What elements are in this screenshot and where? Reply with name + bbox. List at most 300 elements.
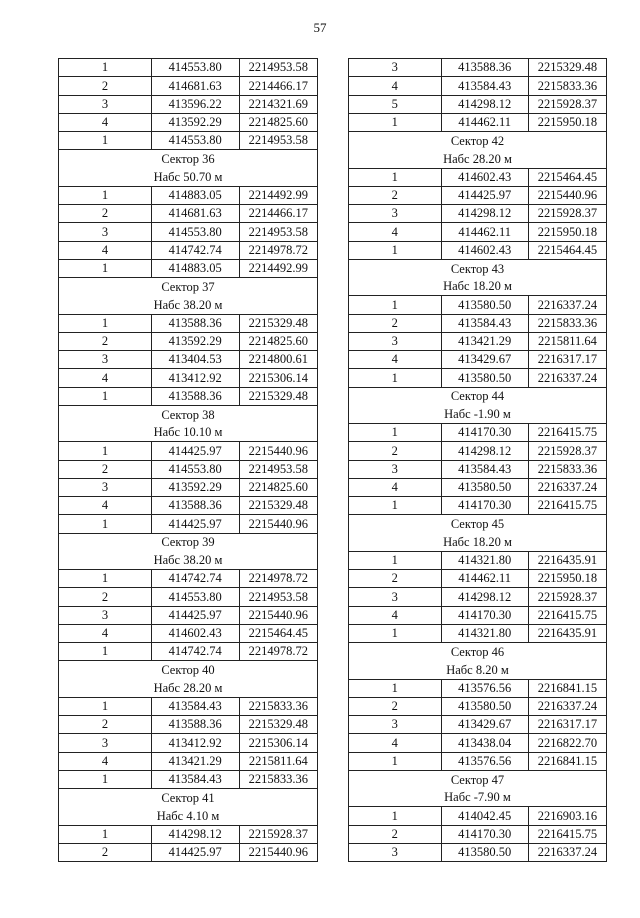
sector-header-row xyxy=(59,552,317,570)
x-coordinate-cell: 413596.22 xyxy=(152,96,240,113)
coordinate-row xyxy=(349,333,606,351)
point-number-cell: 1 xyxy=(349,424,442,441)
sector-header-row xyxy=(349,661,606,679)
y-coordinate-cell: 2215329.48 xyxy=(248,717,308,732)
x-coordinate-cell: 413580.50 xyxy=(442,844,529,861)
x-coordinate-cell: 414298.12 xyxy=(442,588,529,605)
y-coordinate-cell: 2215306.14 xyxy=(248,370,308,385)
coordinate-row xyxy=(349,753,606,771)
y-coordinate-cell: 2215950.18 xyxy=(537,571,598,586)
sector-header-text: Сектор 36 xyxy=(161,152,215,167)
point-number-cell: 5 xyxy=(349,96,442,113)
coordinate-row xyxy=(59,315,317,333)
sector-header-row xyxy=(349,132,606,150)
sector-header-text: Сектор 38 xyxy=(161,407,215,422)
coordinate-row xyxy=(349,844,606,862)
sector-header-row xyxy=(59,789,317,807)
x-coordinate-cell: 414321.80 xyxy=(442,552,529,569)
x-coordinate-cell: 414425.97 xyxy=(152,442,240,459)
x-coordinate-cell: 414425.97 xyxy=(152,515,240,532)
coordinate-row xyxy=(349,96,606,114)
y-coordinate-cell: 2216337.24 xyxy=(537,699,598,714)
x-coordinate-cell: 414462.11 xyxy=(442,223,529,240)
sector-header-row xyxy=(59,680,317,698)
sector-header-text: Сектор 40 xyxy=(161,663,215,678)
y-coordinate-cell: 2214466.17 xyxy=(248,206,308,221)
point-number-cell: 2 xyxy=(59,333,152,350)
point-number-cell: 3 xyxy=(59,351,152,368)
point-number-cell: 1 xyxy=(59,698,152,715)
sector-header-row xyxy=(349,260,606,278)
x-coordinate-cell: 414425.97 xyxy=(152,607,240,624)
coordinate-row xyxy=(59,716,317,734)
coordinate-row xyxy=(59,625,317,643)
coordinate-row xyxy=(59,497,317,515)
coordinate-row xyxy=(349,716,606,734)
y-coordinate-cell: 2215440.96 xyxy=(537,188,598,203)
point-number-cell: 3 xyxy=(59,607,152,624)
sector-header-row xyxy=(349,534,606,552)
coordinate-row xyxy=(59,442,317,460)
y-coordinate-cell: 2214978.72 xyxy=(248,644,308,659)
y-coordinate-cell: 2216415.75 xyxy=(537,425,598,440)
coordinate-row xyxy=(59,333,317,351)
point-number-cell: 4 xyxy=(349,223,442,240)
sector-header-text: Набс 18.20 м xyxy=(443,279,512,294)
x-coordinate-cell: 413588.36 xyxy=(152,716,240,733)
coordinate-row xyxy=(349,479,606,497)
coordinate-row xyxy=(59,351,317,369)
coordinate-row xyxy=(349,734,606,752)
sector-header-row xyxy=(59,296,317,314)
point-number-cell: 1 xyxy=(349,753,442,770)
point-number-cell: 2 xyxy=(349,570,442,587)
point-number-cell: 1 xyxy=(59,643,152,660)
point-number-cell: 4 xyxy=(349,607,442,624)
y-coordinate-cell: 2216822.70 xyxy=(537,735,598,750)
sector-header-text: Сектор 44 xyxy=(450,389,505,404)
point-number-cell: 1 xyxy=(59,187,152,204)
coordinate-row xyxy=(59,260,317,278)
y-coordinate-cell: 2214978.72 xyxy=(248,242,308,257)
y-coordinate-cell: 2216337.24 xyxy=(537,370,598,385)
sector-header-row xyxy=(349,515,606,533)
coordinate-row xyxy=(59,369,317,387)
coordinate-row xyxy=(59,588,317,606)
x-coordinate-cell: 414553.80 xyxy=(152,461,240,478)
y-coordinate-cell: 2215950.18 xyxy=(537,115,598,130)
y-coordinate-cell: 2215928.37 xyxy=(537,443,598,458)
sector-header-text: Сектор 45 xyxy=(450,517,505,532)
point-number-cell: 1 xyxy=(349,497,442,514)
coordinate-row xyxy=(349,588,606,606)
coordinate-row xyxy=(349,442,606,460)
coordinate-row xyxy=(349,187,606,205)
x-coordinate-cell: 413412.92 xyxy=(152,734,240,751)
point-number-cell: 1 xyxy=(59,388,152,405)
x-coordinate-cell: 413584.43 xyxy=(152,771,240,788)
point-number-cell: 3 xyxy=(59,96,152,113)
coordinate-row xyxy=(59,96,317,114)
x-coordinate-cell: 413429.67 xyxy=(442,351,529,368)
x-coordinate-cell: 414602.43 xyxy=(152,625,240,642)
x-coordinate-cell: 414553.80 xyxy=(152,132,240,149)
x-coordinate-cell: 413588.36 xyxy=(152,497,240,514)
y-coordinate-cell: 2214492.99 xyxy=(248,188,308,203)
x-coordinate-cell: 413584.43 xyxy=(442,315,529,332)
y-coordinate-cell: 2215329.48 xyxy=(248,315,308,330)
y-coordinate-cell: 2216317.17 xyxy=(537,352,598,367)
sector-header-text: Сектор 42 xyxy=(450,133,505,148)
point-number-cell: 3 xyxy=(349,59,442,76)
y-coordinate-cell: 2215440.96 xyxy=(248,443,308,458)
x-coordinate-cell: 414742.74 xyxy=(152,570,240,587)
y-coordinate-cell: 2215928.37 xyxy=(537,589,598,604)
coordinate-row xyxy=(349,552,606,570)
x-coordinate-cell: 413580.50 xyxy=(442,479,529,496)
point-number-cell: 4 xyxy=(59,114,152,131)
sector-header-row xyxy=(349,789,606,807)
x-coordinate-cell: 413421.29 xyxy=(152,753,240,770)
y-coordinate-cell: 2214321.69 xyxy=(248,96,308,111)
x-coordinate-cell: 413580.50 xyxy=(442,296,529,313)
coordinate-row xyxy=(59,698,317,716)
point-number-cell: 2 xyxy=(59,205,152,222)
sector-header-text: Набс 50.70 м xyxy=(153,169,223,184)
y-coordinate-cell: 2216841.15 xyxy=(537,680,598,695)
sector-header-text: Сектор 37 xyxy=(161,279,215,294)
sector-header-text: Набс -7.90 м xyxy=(444,790,511,805)
x-coordinate-cell: 413584.43 xyxy=(152,698,240,715)
sector-header-row xyxy=(349,388,606,406)
point-number-cell: 3 xyxy=(59,479,152,496)
point-number-cell: 2 xyxy=(59,716,152,733)
point-number-cell: 2 xyxy=(59,844,152,861)
point-number-cell: 1 xyxy=(59,315,152,332)
coordinate-row xyxy=(59,826,317,844)
point-number-cell: 4 xyxy=(349,351,442,368)
sector-header-row xyxy=(349,150,606,168)
x-coordinate-cell: 413438.04 xyxy=(442,734,529,751)
y-coordinate-cell: 2215950.18 xyxy=(537,224,598,239)
coordinate-row xyxy=(59,114,317,132)
x-coordinate-cell: 413584.43 xyxy=(442,77,529,94)
point-number-cell: 1 xyxy=(59,59,152,76)
y-coordinate-cell: 2215464.45 xyxy=(537,242,598,257)
x-coordinate-cell: 413576.56 xyxy=(442,680,529,697)
point-number-cell: 1 xyxy=(59,771,152,788)
y-coordinate-cell: 2215329.48 xyxy=(248,498,308,513)
point-number-cell: 4 xyxy=(349,734,442,751)
y-coordinate-cell: 2216415.75 xyxy=(537,607,598,622)
coordinate-row xyxy=(349,625,606,643)
y-coordinate-cell: 2215440.96 xyxy=(248,607,308,622)
sector-header-text: Набс 10.10 м xyxy=(153,425,223,440)
coordinate-row xyxy=(349,607,606,625)
x-coordinate-cell: 413580.50 xyxy=(442,369,529,386)
point-number-cell: 4 xyxy=(59,625,152,642)
x-coordinate-cell: 414298.12 xyxy=(442,96,529,113)
y-coordinate-cell: 2214953.58 xyxy=(248,60,308,75)
y-coordinate-cell: 2215833.36 xyxy=(537,315,598,330)
point-number-cell: 1 xyxy=(349,680,442,697)
point-number-cell: 3 xyxy=(349,844,442,861)
x-coordinate-cell: 413412.92 xyxy=(152,369,240,386)
x-coordinate-cell: 414170.30 xyxy=(442,497,529,514)
coordinate-row xyxy=(349,698,606,716)
x-coordinate-cell: 414170.30 xyxy=(442,607,529,624)
x-coordinate-cell: 414883.05 xyxy=(152,187,240,204)
x-coordinate-cell: 414425.97 xyxy=(152,844,240,861)
x-coordinate-cell: 414883.05 xyxy=(152,260,240,277)
x-coordinate-cell: 413588.36 xyxy=(442,59,529,76)
y-coordinate-cell: 2214953.58 xyxy=(248,461,308,476)
x-coordinate-cell: 414462.11 xyxy=(442,114,529,131)
sector-header-text: Сектор 39 xyxy=(161,535,215,550)
point-number-cell: 2 xyxy=(349,442,442,459)
y-coordinate-cell: 2215811.64 xyxy=(537,334,597,349)
point-number-cell: 1 xyxy=(59,132,152,149)
y-coordinate-cell: 2215329.48 xyxy=(537,60,598,75)
sector-header-row xyxy=(59,169,317,187)
point-number-cell: 3 xyxy=(349,333,442,350)
y-coordinate-cell: 2215928.37 xyxy=(248,826,308,841)
x-coordinate-cell: 413588.36 xyxy=(152,315,240,332)
y-coordinate-cell: 2215928.37 xyxy=(537,206,598,221)
x-coordinate-cell: 414602.43 xyxy=(442,242,529,259)
sector-header-row xyxy=(59,424,317,442)
page-number: 57 xyxy=(313,20,327,35)
sector-header-row xyxy=(349,278,606,296)
y-coordinate-cell: 2215833.36 xyxy=(248,772,308,787)
coordinate-row xyxy=(59,771,317,789)
x-coordinate-cell: 414425.97 xyxy=(442,187,529,204)
coordinate-row xyxy=(349,77,606,95)
coordinate-row xyxy=(349,680,606,698)
sector-header-row xyxy=(59,807,317,825)
x-coordinate-cell: 414298.12 xyxy=(442,442,529,459)
x-coordinate-cell: 414742.74 xyxy=(152,643,240,660)
coordinate-row xyxy=(59,77,317,95)
coordinate-row xyxy=(59,461,317,479)
coordinate-row xyxy=(59,132,317,150)
coordinate-row xyxy=(349,497,606,515)
sector-header-text: Сектор 41 xyxy=(161,790,215,805)
point-number-cell: 1 xyxy=(349,169,442,186)
coordinate-row xyxy=(59,242,317,260)
y-coordinate-cell: 2214825.60 xyxy=(248,334,308,349)
coordinates-table-right xyxy=(348,58,607,862)
point-number-cell: 4 xyxy=(349,479,442,496)
point-number-cell: 2 xyxy=(349,826,442,843)
y-coordinate-cell: 2216435.91 xyxy=(537,553,598,568)
x-coordinate-cell: 414742.74 xyxy=(152,242,240,259)
x-coordinate-cell: 413592.29 xyxy=(152,333,240,350)
point-number-cell: 1 xyxy=(349,296,442,313)
x-coordinate-cell: 414553.80 xyxy=(152,59,240,76)
sector-header-row xyxy=(349,406,606,424)
coordinate-row xyxy=(59,187,317,205)
sector-header-text: Сектор 46 xyxy=(450,644,505,659)
coordinate-row xyxy=(349,826,606,844)
coordinate-row xyxy=(349,59,606,77)
coordinate-row xyxy=(349,205,606,223)
x-coordinate-cell: 413580.50 xyxy=(442,698,529,715)
sector-header-text: Набс 8.20 м xyxy=(446,662,509,677)
coordinate-row xyxy=(349,315,606,333)
sector-header-row xyxy=(349,643,606,661)
x-coordinate-cell: 414321.80 xyxy=(442,625,529,642)
coordinate-row xyxy=(349,369,606,387)
x-coordinate-cell: 414298.12 xyxy=(152,826,240,843)
x-coordinate-cell: 413588.36 xyxy=(152,388,240,405)
point-number-cell: 1 xyxy=(349,552,442,569)
y-coordinate-cell: 2216317.17 xyxy=(537,717,598,732)
coordinate-row xyxy=(349,807,606,825)
point-number-cell: 1 xyxy=(349,807,442,824)
y-coordinate-cell: 2215306.14 xyxy=(248,735,308,750)
x-coordinate-cell: 414170.30 xyxy=(442,826,529,843)
y-coordinate-cell: 2215440.96 xyxy=(248,845,308,860)
point-number-cell: 2 xyxy=(59,77,152,94)
x-coordinate-cell: 413592.29 xyxy=(152,479,240,496)
x-coordinate-cell: 414681.63 xyxy=(152,77,240,94)
coordinate-row xyxy=(59,734,317,752)
point-number-cell: 2 xyxy=(349,698,442,715)
point-number-cell: 1 xyxy=(349,369,442,386)
point-number-cell: 1 xyxy=(59,260,152,277)
y-coordinate-cell: 2216415.75 xyxy=(537,826,598,841)
y-coordinate-cell: 2215833.36 xyxy=(248,699,308,714)
y-coordinate-cell: 2214825.60 xyxy=(248,115,308,130)
y-coordinate-cell: 2216841.15 xyxy=(537,753,598,768)
coordinate-row xyxy=(349,461,606,479)
coordinate-row xyxy=(349,223,606,241)
coordinate-row xyxy=(59,643,317,661)
coordinate-row xyxy=(59,753,317,771)
coordinates-table-left xyxy=(58,58,318,862)
point-number-cell: 4 xyxy=(349,77,442,94)
y-coordinate-cell: 2214492.99 xyxy=(248,261,308,276)
point-number-cell: 2 xyxy=(59,588,152,605)
sector-header-row xyxy=(59,661,317,679)
x-coordinate-cell: 414170.30 xyxy=(442,424,529,441)
coordinate-row xyxy=(59,388,317,406)
sector-header-row xyxy=(59,150,317,168)
point-number-cell: 1 xyxy=(59,826,152,843)
y-coordinate-cell: 2214953.58 xyxy=(248,224,308,239)
x-coordinate-cell: 414553.80 xyxy=(152,223,240,240)
sector-header-row xyxy=(59,406,317,424)
coordinate-row xyxy=(59,59,317,77)
point-number-cell: 1 xyxy=(349,242,442,259)
y-coordinate-cell: 2214800.61 xyxy=(248,352,308,367)
x-coordinate-cell: 413429.67 xyxy=(442,716,529,733)
point-number-cell: 3 xyxy=(349,588,442,605)
coordinate-row xyxy=(59,205,317,223)
y-coordinate-cell: 2216415.75 xyxy=(537,498,598,513)
point-number-cell: 4 xyxy=(59,369,152,386)
y-coordinate-cell: 2214953.58 xyxy=(248,589,308,604)
point-number-cell: 2 xyxy=(349,315,442,332)
point-number-cell: 4 xyxy=(59,753,152,770)
coordinate-row xyxy=(59,570,317,588)
coordinate-row xyxy=(59,479,317,497)
x-coordinate-cell: 413592.29 xyxy=(152,114,240,131)
sector-header-row xyxy=(59,534,317,552)
x-coordinate-cell: 414602.43 xyxy=(442,169,529,186)
sector-header-text: Набс 38.20 м xyxy=(153,297,223,312)
y-coordinate-cell: 2214978.72 xyxy=(248,571,308,586)
point-number-cell: 3 xyxy=(349,716,442,733)
sector-header-text: Набс 28.20 м xyxy=(443,151,512,166)
sector-header-text: Набс 4.10 м xyxy=(156,808,220,823)
y-coordinate-cell: 2216337.24 xyxy=(537,845,598,860)
x-coordinate-cell: 414553.80 xyxy=(152,588,240,605)
coordinate-row xyxy=(59,515,317,533)
sector-header-row xyxy=(349,771,606,789)
y-coordinate-cell: 2214466.17 xyxy=(248,78,308,93)
y-coordinate-cell: 2215833.36 xyxy=(537,461,598,476)
y-coordinate-cell: 2214953.58 xyxy=(248,133,308,148)
x-coordinate-cell: 413576.56 xyxy=(442,753,529,770)
y-coordinate-cell: 2216903.16 xyxy=(537,808,598,823)
coordinate-row xyxy=(59,223,317,241)
sector-header-row xyxy=(59,278,317,296)
y-coordinate-cell: 2214825.60 xyxy=(248,480,308,495)
point-number-cell: 2 xyxy=(59,461,152,478)
coordinate-row xyxy=(59,607,317,625)
y-coordinate-cell: 2215464.45 xyxy=(537,169,598,184)
point-number-cell: 3 xyxy=(59,734,152,751)
y-coordinate-cell: 2215329.48 xyxy=(248,388,308,403)
x-coordinate-cell: 414462.11 xyxy=(442,570,529,587)
point-number-cell: 1 xyxy=(349,114,442,131)
x-coordinate-cell: 413584.43 xyxy=(442,461,529,478)
y-coordinate-cell: 2216337.24 xyxy=(537,297,598,312)
coordinate-row xyxy=(59,844,317,862)
y-coordinate-cell: 2216337.24 xyxy=(537,480,598,495)
sector-header-text: Набс 28.20 м xyxy=(153,680,223,695)
point-number-cell: 1 xyxy=(349,625,442,642)
sector-header-text: Набс 38.20 м xyxy=(153,553,223,568)
x-coordinate-cell: 414298.12 xyxy=(442,205,529,222)
coordinate-row xyxy=(349,351,606,369)
y-coordinate-cell: 2215833.36 xyxy=(537,78,598,93)
y-coordinate-cell: 2215464.45 xyxy=(248,626,308,641)
y-coordinate-cell: 2215928.37 xyxy=(537,96,598,111)
point-number-cell: 3 xyxy=(349,461,442,478)
point-number-cell: 1 xyxy=(59,570,152,587)
coordinate-row xyxy=(349,424,606,442)
sector-header-text: Набс -1.90 м xyxy=(444,407,511,422)
point-number-cell: 3 xyxy=(59,223,152,240)
sector-header-text: Сектор 43 xyxy=(450,261,505,276)
point-number-cell: 4 xyxy=(59,497,152,514)
point-number-cell: 2 xyxy=(349,187,442,204)
sector-header-text: Сектор 47 xyxy=(450,772,505,787)
x-coordinate-cell: 414681.63 xyxy=(152,205,240,222)
coordinate-row xyxy=(349,242,606,260)
sector-header-text: Набс 18.20 м xyxy=(443,534,512,549)
y-coordinate-cell: 2216435.91 xyxy=(537,626,598,641)
y-coordinate-cell: 2215811.64 xyxy=(248,753,308,768)
point-number-cell: 4 xyxy=(59,242,152,259)
x-coordinate-cell: 414042.45 xyxy=(442,807,529,824)
x-coordinate-cell: 413421.29 xyxy=(442,333,529,350)
point-number-cell: 1 xyxy=(59,442,152,459)
x-coordinate-cell: 413404.53 xyxy=(152,351,240,368)
